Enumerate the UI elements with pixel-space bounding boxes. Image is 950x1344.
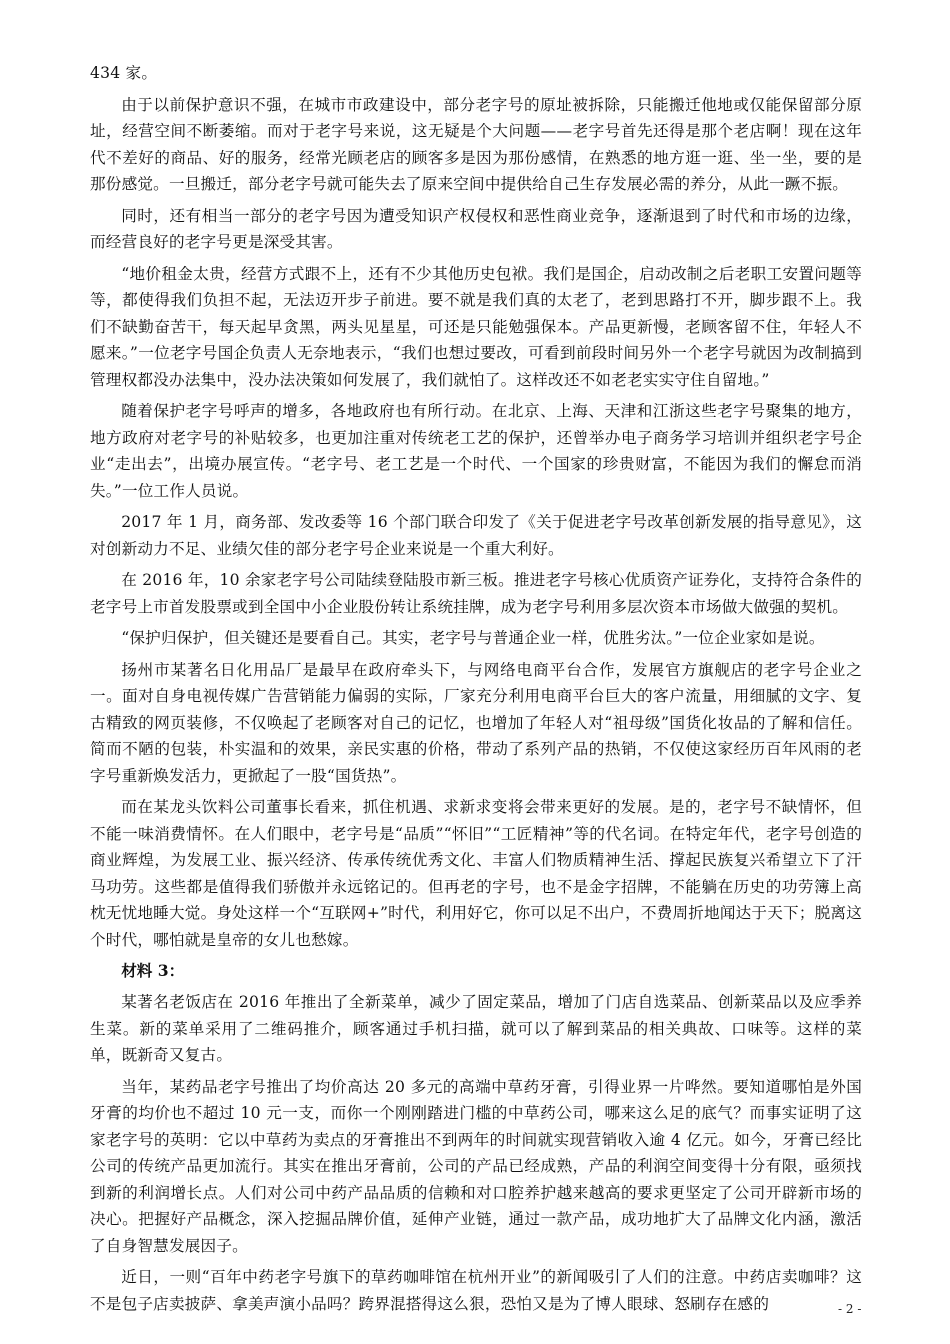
paragraph: 2017 年 1 月，商务部、发改委等 16 个部门联合印发了《关于促进老字号改革创新发展的指导意见》，这对创新动力不足、业绩欠佳的部分老字号企业来说是一个重大利好。: [90, 513, 862, 558]
page-number: - 2 -: [838, 1302, 862, 1316]
paragraph: “保护归保护，但关键还是要看自己。其实，老字号与普通企业一样，优胜劣汰。”一位企业家如是说。: [121, 629, 825, 647]
paragraph: 某著名老饭店在 2016 年推出了全新菜单，减少了固定菜品，增加了门店自选菜品、创新菜品以及应季养生菜。新的菜单采用了二维码推介，顾客通过手机扫描，就可以了解到菜品的相关典故、口味等。这样的菜单，既新奇又复古。: [90, 993, 862, 1064]
paragraph: 近日，一则“百年中药老字号旗下的草药咖啡馆在杭州开业”的新闻吸引了人们的注意。中药店卖咖啡？这不是包子店卖披萨、拿美声演小品吗？跨界混搭得这么狠，恐怕又是为了博人眼球、怒刷存在感的: [90, 1268, 862, 1313]
paragraph: 434 家。: [90, 64, 158, 82]
document-body: [90, 60, 862, 1322]
paragraph: 由于以前保护意识不强，在城市市政建设中，部分老字号的原址被拆除，只能搬迁他地或仅能保留部分原址，经营空间不断萎缩。而对于老字号来说，这无疑是个大问题——老字号首先还得是那个老店啊！现在这年代不差好的商品、好的服务，经常光顾老店的顾客多是因为那份感情，在熟悉的地方逛一逛、坐一坐，要的是那份感觉。一旦搬迁，部分老字号就可能失去了原来空间中提供给自己生存发展必需的养分，从此一蹶不振。: [90, 95, 862, 193]
paragraph: 随着保护老字号呼声的增多，各地政府也有所行动。在北京、上海、天津和江浙这些老字号聚集的地方，地方政府对老字号的补贴较多，也更加注重对传统老工艺的保护，还曾举办电子商务学习培训并组织老字号企业“走出去”，出境办展宣传。“老字号、老工艺是一个时代、一个国家的珍贵财富，不能因为我们的懈怠而消失。”一位工作人员说。: [90, 402, 862, 500]
paragraph: “地价租金太贵，经营方式跟不上，还有不少其他历史包袱。我们是国企，启动改制之后老职工安置问题等等，都使得我们负担不起，无法迈开步子前进。要不就是我们真的太老了，老到思路打不开，脚步跟不上。我们不缺勤奋苦干，每天起早贪黑，两头见星星，可还是只能勉强保本。产品更新慢，老顾客留不住，年轻人不愿来。”一位老字号国企负责人无奈地表示，“我们也想过要改，可看到前段时间另外一个老字号就因为改制搞到管理权都没办法集中，没办法决策如何发展了，我们就怕了。这样改还不如老老实实守住自留地。”: [90, 264, 862, 389]
paragraph: 同时，还有相当一部分的老字号因为遭受知识产权侵权和恶性商业竞争，逐渐退到了时代和市场的边缘，而经营良好的老字号更是深受其害。: [90, 206, 862, 251]
paragraph: 当年，某药品老字号推出了均价高达 20 多元的高端中草药牙膏，引得业界一片哗然。要知道哪怕是外国牙膏的均价也不超过 10 元一支，而你一个刚刚踏进门槛的中草药公司，哪来这么足的底气？而事实证明了这家老字号的英明：它以中草药为卖点的牙膏推出不到两年的时间就实现营销收入逾 4 亿元。如今，牙膏已经比公司的传统产品更加流行。其实在推出牙膏前，公司的产品已经成熟，产品的利润空间变得十分有限，亟须找到新的利润增长点。人们对公司中药产品品质的信赖和对口腔养护越来越高的要求更坚定了公司开辟新市场的决心。把握好产品概念，深入挖掘品牌价值，延伸产业链，通过一款产品，成功地扩大了品牌文化内涵，激活了自身智慧发展因子。: [90, 1077, 862, 1255]
section-heading: 材料 3：: [121, 961, 185, 980]
paragraph: 扬州市某著名日化用品厂是最早在政府牵头下，与网络电商平台合作，发展官方旗舰店的老字号企业之一。面对自身电视传媒广告营销能力偏弱的实际，厂家充分利用电商平台巨大的客户流量，用细腻的文字、复古精致的网页装修，不仅唤起了老顾客对自己的记忆，也增加了年轻人对“祖母级”国货化妆品的了解和信任。简而不陋的包装，朴实温和的效果，亲民实惠的价格，带动了系列产品的热销，不仅使这家经历百年风雨的老字号重新焕发活力，更掀起了一股“国货热”。: [90, 660, 862, 785]
paragraph: 而在某龙头饮料公司董事长看来，抓住机遇、求新求变将会带来更好的发展。是的，老字号不缺情怀，但不能一味消费情怀。在人们眼中，老字号是“品质”“怀旧”“工匠精神”等的代名词。在特定年代，老字号创造的商业辉煌，为发展工业、振兴经济、传承传统优秀文化、丰富人们物质精神生活、撑起民族复兴希望立下了汗马功劳。这些都是值得我们骄傲并永远铭记的。但再老的字号，也不是金字招牌，不能躺在历史的功劳簿上高枕无忧地睡大觉。身处这样一个“互联网+”时代，利用好它，你可以足不出户，不费周折地闻达于天下；脱离这个时代，哪怕就是皇帝的女儿也愁嫁。: [90, 798, 862, 949]
paragraph: 在 2016 年，10 余家老字号公司陆续登陆股市新三板。推进老字号核心优质资产证券化，支持符合条件的老字号上市首发股票或到全国中小企业股份转让系统挂牌，成为老字号利用多层次资本市场做大做强的契机。: [90, 571, 862, 616]
